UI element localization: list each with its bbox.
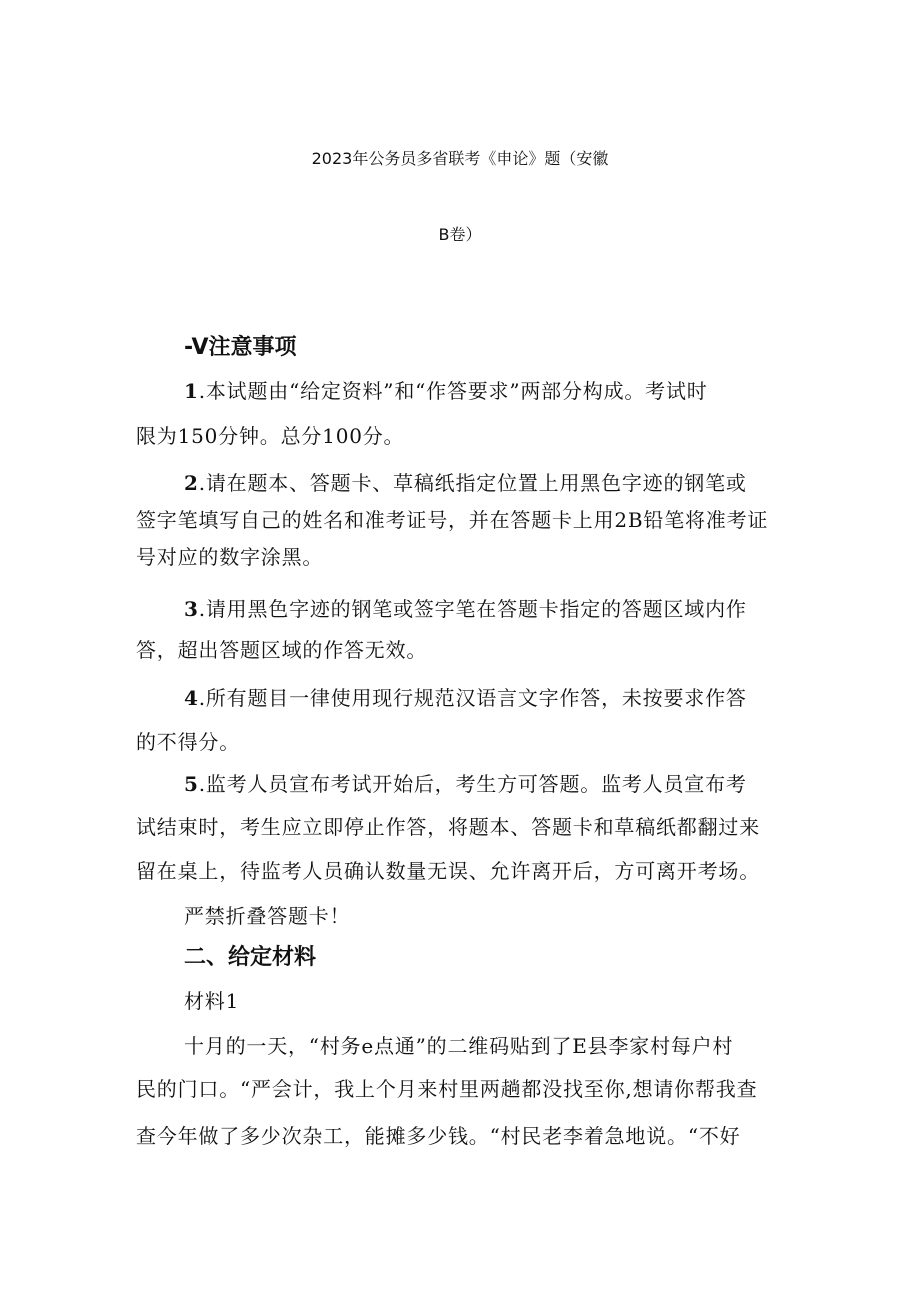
note-5-line-3: 留在桌上，待监考人员确认数量无误、允许离开后，方可离开考场。 — [136, 859, 760, 883]
note-1-line-1 — [184, 375, 708, 404]
section-heading-notes: -V注意事项 — [184, 335, 297, 360]
note-2-line-2: 签字笔填写自己的姓名和准考证号，并在答题卡上用2B铅笔将准考证 — [136, 508, 769, 532]
note-number: 4 — [184, 686, 199, 710]
note-text: .监考人员宣布考试开始后，考生方可答题。监考人员宣布考 — [198, 772, 747, 796]
note-number: 5 — [184, 772, 199, 796]
note-3-line-1 — [184, 593, 747, 622]
note-5-line-1 — [184, 768, 747, 797]
section-heading-materials: 二、给定材料 — [184, 945, 317, 970]
document-title-line2: B卷） — [438, 225, 482, 244]
material-label: 材料1 — [184, 989, 240, 1013]
material-line-1: 十月的一天，“村务e点通”的二维码贴到了E县李家村每户村 — [184, 1034, 734, 1058]
note-1-line-2: 限为150分钟。总分100分。 — [136, 424, 405, 448]
note-number: 2 — [184, 471, 199, 495]
note-4-line-2: 的不得分。 — [136, 730, 240, 754]
note-5-line-2: 试结束时，考生应立即停止作答，将题本、答题卡和草稿纸都翻过来 — [136, 815, 760, 839]
note-number: 1 — [184, 379, 199, 403]
note-text: .本试题由“给定资料”和“作答要求”两部分构成。考试时 — [198, 379, 708, 403]
note-number: 3 — [184, 597, 199, 621]
document-title-line1: 2023年公务员多省联考《申论》题（安徽 — [311, 149, 609, 168]
material-line-2: 民的门口。“严会计，我上个月来村里两趟都没找至你,想请你帮我查 — [136, 1077, 758, 1101]
note-4-line-1 — [184, 682, 747, 711]
note-2-line-3: 号对应的数字涂黑。 — [136, 545, 324, 569]
note-text: .请在题本、答题卡、草稿纸指定位置上用黑色字迹的钢笔或 — [198, 471, 747, 495]
warning-text: 严禁折叠答题卡！ — [184, 904, 351, 928]
material-line-3: 查今年做了多少次杂工，能摊多少钱。“村民老李着急地说。“不好 — [136, 1124, 741, 1148]
note-2-line-1 — [184, 467, 747, 496]
note-3-line-2: 答，超出答题区域的作答无效。 — [136, 638, 428, 662]
note-text: .所有题目一律使用现行规范汉语言文字作答，未按要求作答 — [198, 686, 747, 710]
note-text: .请用黑色字迹的钢笔或签字笔在答题卡指定的答题区域内作 — [198, 597, 747, 621]
